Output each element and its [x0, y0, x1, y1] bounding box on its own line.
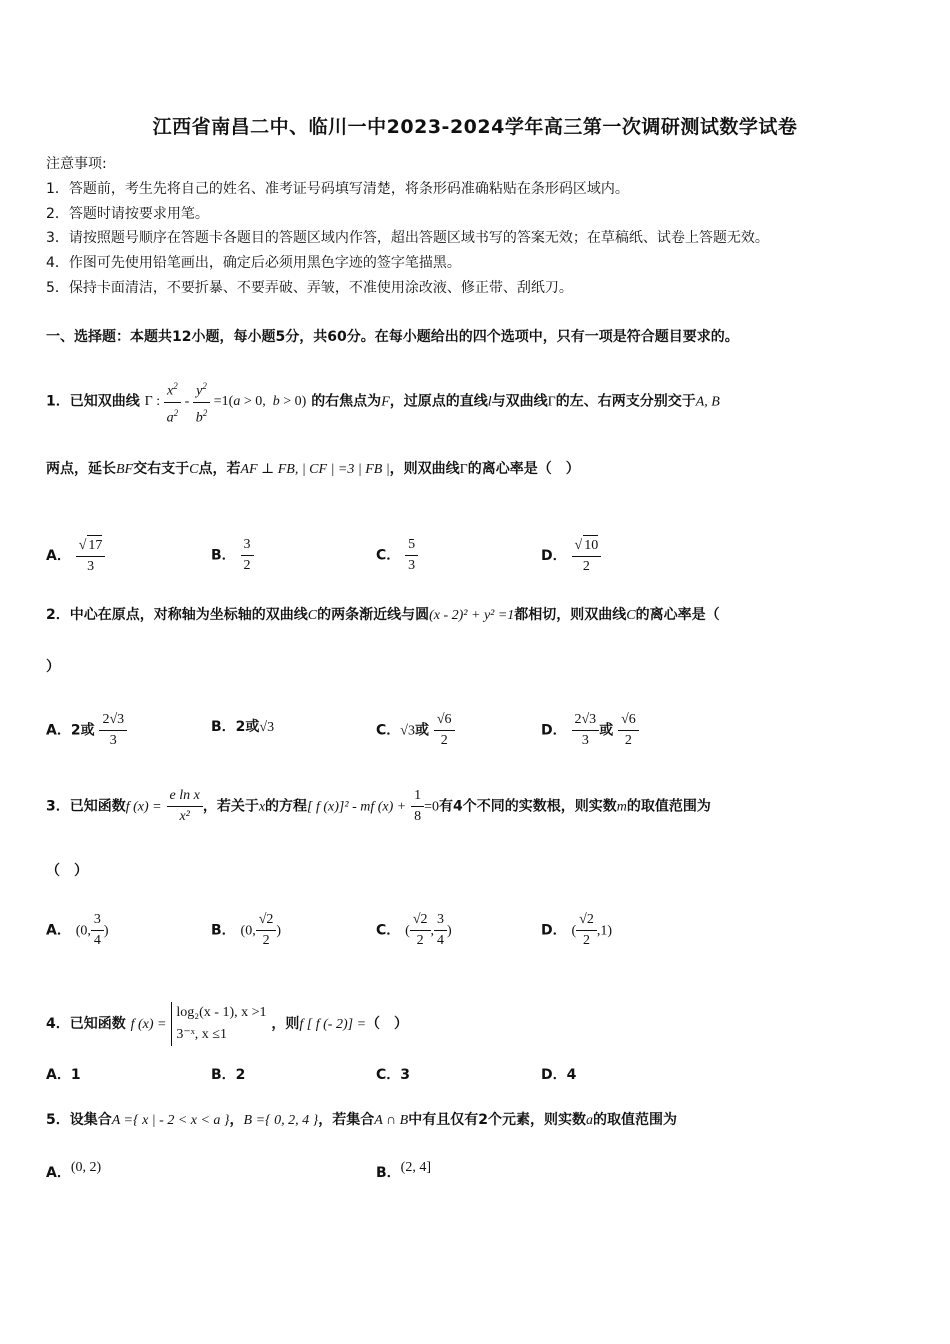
option-b[interactable]: B．2或√3 — [211, 719, 275, 735]
question-text: 与双曲线 — [491, 393, 548, 410]
question-text: 1．已知双曲线 — [46, 393, 140, 410]
math-symbol: F — [381, 394, 390, 410]
math-condition: AF ⊥ FB, | CF | =3 | FB | — [240, 462, 390, 477]
question-text: 5．设集合 — [46, 1112, 112, 1128]
question-text: 的离心率是（ ） — [467, 461, 580, 477]
question-5 — [46, 1109, 677, 1129]
math-symbol: BF — [116, 462, 134, 477]
note-item: 1．答题前，考生先将自己的姓名、准考证号码填写清楚，将条形码准确粘贴在条形码区域内。 — [46, 180, 629, 197]
notes-block — [46, 152, 926, 301]
question-text: ， — [229, 1112, 244, 1128]
piecewise-case: 3⁻ˣ, x ≤1 — [176, 1027, 227, 1042]
option-a[interactable]: A．(0, 2) — [46, 1160, 102, 1181]
question-text: 的右焦点为 — [311, 393, 382, 410]
function-def: f (x) = — [125, 799, 162, 815]
set-b: B ={ 0, 2, 4 } — [243, 1113, 319, 1128]
question-text: 交右支于 — [133, 461, 190, 477]
note-item: 2．答题时请按要求用笔。 — [46, 205, 209, 222]
question-text: 的取值范围为 — [592, 1112, 677, 1128]
question-text: 都相切，则双曲线 — [514, 607, 627, 623]
question-1-line-2 — [46, 458, 580, 478]
question-text: 有4个不同的实数根，则实数 — [439, 798, 617, 815]
question-text: 的左、右两支分别交于 — [555, 393, 696, 410]
circle-equation: (x - 2)² + y² =1 — [429, 608, 515, 623]
option-a[interactable]: A．1 — [46, 1067, 81, 1083]
question-text: ，若集合 — [318, 1112, 375, 1128]
question-text: ，过原点的直线 — [389, 393, 488, 410]
function-def: f (x) = — [130, 1017, 167, 1032]
math-symbol: m — [616, 799, 627, 815]
option-b[interactable]: B． $\frac{3}{2}$ — [211, 535, 254, 576]
option-c[interactable]: C．√3或 $\frac{√6}{2}$ — [376, 710, 455, 751]
math-symbol: Γ — [547, 394, 556, 410]
option-a[interactable]: A．2或 $\frac{2√3}{3}$ — [46, 710, 127, 751]
notes-heading: 注意事项: — [46, 156, 107, 172]
equation: [ f (x)]² - mf (x) + — [307, 799, 407, 815]
question-3-line-2: （ ） — [46, 863, 88, 879]
question-text: 的方程 — [265, 798, 308, 815]
option-d[interactable]: D．4 — [541, 1067, 577, 1083]
math-symbol: A, B — [695, 394, 720, 410]
option-a[interactable]: A． $\frac{√ 17}{3}$ — [46, 535, 105, 577]
question-text: 的取值范围为 — [626, 798, 711, 815]
question-text: 的两条渐近线与圆 — [317, 607, 430, 623]
option-c[interactable]: C．3 — [376, 1067, 411, 1083]
option-b[interactable]: B．2 — [211, 1067, 246, 1083]
expression: f [ f (- 2)] = — [299, 1017, 367, 1032]
note-item: 3．请按照题号顺序在答题卡各题目的答题区域内作答，超出答题区域书写的答案无效；在草稿纸、试卷上答题无效。 — [46, 230, 769, 247]
question-4 — [46, 1002, 408, 1046]
math-symbol: C — [307, 608, 318, 623]
option-c[interactable]: C． $\frac{5}{3}$ — [376, 535, 418, 576]
question-3-line-1: 3．已知函数f (x) = $\frac{\text{e ln x}}{\text{x²}}$ ，若关于x的方程[ f (x)]² - mf (x) + $\frac{1}{8}$ =0有4个不同的实数根，则实数m的取值范围为 — [46, 788, 711, 824]
question-text: 4．已知函数 — [46, 1016, 126, 1032]
question-text: ，则 — [271, 1016, 300, 1032]
question-text: 2．中心在原点，对称轴为坐标轴的双曲线 — [46, 607, 308, 623]
math-symbol: x — [258, 799, 266, 815]
math-symbol: a — [585, 1113, 593, 1128]
question-2-line-1 — [46, 604, 720, 624]
option-d[interactable]: D． $\frac{2√3}{3}$ 或 $\frac{√6}{2}$ — [541, 710, 639, 751]
math-symbol: C — [626, 608, 636, 623]
question-text: 点，若 — [198, 461, 241, 477]
question-text: （ ） — [366, 1016, 409, 1032]
hyperbola-formula: Γ : $\frac{x^2}{a^2}$ - $\frac{y^2}{b^2}$ =1(a > 0, b > 0) — [145, 394, 307, 409]
page-title: 江西省南昌二中、临川一中2023-2024学年高三第一次调研测试数学试卷 — [152, 116, 798, 138]
piecewise-case: log₂(x - 1), x >1 — [176, 1005, 267, 1020]
math-symbol: Γ — [459, 462, 468, 477]
note-item: 5．保持卡面清洁，不要折暴、不要弄破、弄皱，不准使用涂改液、修正带、刮纸刀。 — [46, 279, 573, 296]
option-d[interactable]: D． $\frac{√ 10}{2}$ — [541, 535, 601, 577]
equation-tail: =0 — [424, 799, 439, 815]
piecewise-brace — [171, 1002, 266, 1046]
question-1-line-1 — [46, 376, 720, 428]
question-text: ，若关于 — [202, 798, 259, 815]
math-symbol: C — [189, 462, 199, 477]
option-b[interactable]: B．(2, 4] — [376, 1160, 431, 1181]
section-heading: 一、选择题：本题共12小题，每小题5分，共60分。在每小题给出的四个选项中，只有一项是符合题目要求的。 — [46, 329, 739, 345]
set-a: A ={ x | - 2 < x < a } — [111, 1113, 230, 1128]
math-symbol: l — [487, 394, 492, 410]
option-a[interactable]: A． (0, $\frac{3}{4}$ ) — [46, 912, 109, 948]
question-text: 两点，延长 — [46, 461, 116, 477]
note-item: 4．作图可先使用铅笔画出，确定后必须用黑色字迹的签字笔描黑。 — [46, 255, 461, 272]
option-d[interactable]: D． ( $\frac{√2}{2}$ ,1) — [541, 912, 613, 948]
question-text: 3．已知函数 — [46, 798, 126, 815]
option-b[interactable]: B． (0, $\frac{√2}{2}$ ) — [211, 912, 282, 948]
question-text: 的离心率是（ — [635, 607, 720, 623]
question-2-line-2: ） — [46, 659, 60, 675]
question-text: ，则双曲线 — [389, 461, 460, 477]
math-symbol: A ∩ B — [374, 1113, 409, 1128]
question-text: 中有且仅有2个元素，则实数 — [408, 1112, 586, 1128]
option-c[interactable]: C． ( $\frac{√2}{2}$ , $\frac{3}{4}$ ) — [376, 912, 452, 948]
